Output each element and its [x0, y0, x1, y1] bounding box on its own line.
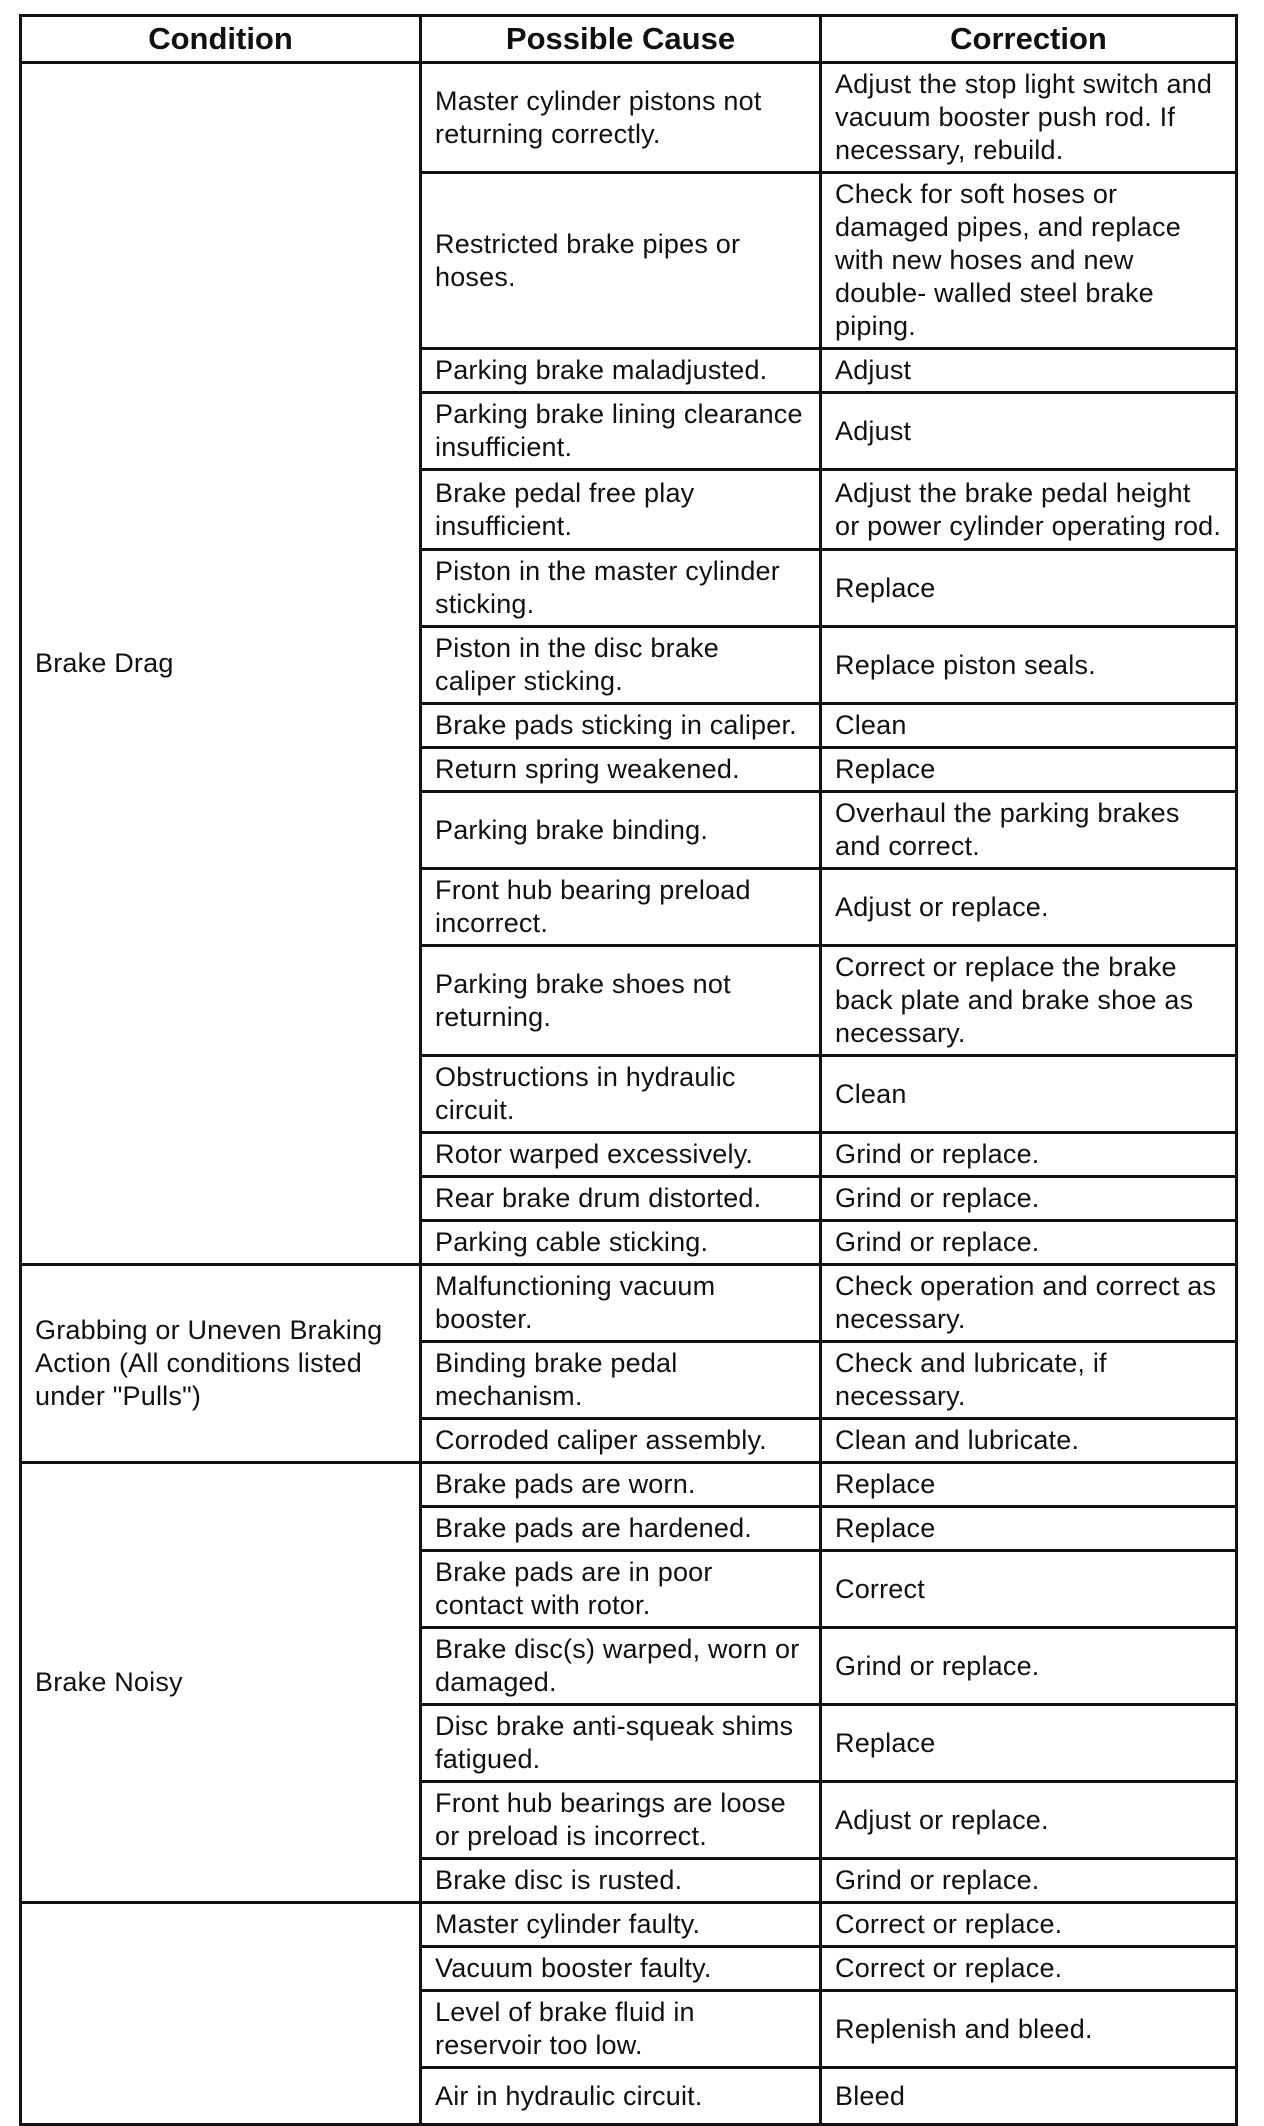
cause-cell: Piston in the disc brake caliper sticking.	[421, 627, 821, 704]
correction-cell: Clean	[821, 704, 1237, 748]
cause-cell: Restricted brake pipes or hoses.	[421, 173, 821, 349]
cause-cell: Front hub bearings are loose or preload is incorrect.	[421, 1782, 821, 1859]
cause-cell: Level of brake fluid in reservoir too low.	[421, 1991, 821, 2068]
cause-cell: Master cylinder pistons not returning correctly.	[421, 63, 821, 173]
correction-cell: Correct	[821, 1551, 1237, 1628]
header-condition: Condition	[21, 16, 421, 63]
correction-cell: Bleed	[821, 2068, 1237, 2125]
correction-cell: Replace	[821, 1705, 1237, 1782]
condition-cell	[21, 1903, 421, 2125]
cause-cell: Rotor warped excessively.	[421, 1133, 821, 1177]
condition-cell: Brake Noisy	[21, 1463, 421, 1903]
correction-cell: Grind or replace.	[821, 1221, 1237, 1265]
correction-cell: Check and lubricate, if necessary.	[821, 1342, 1237, 1419]
cause-cell: Parking brake shoes not returning.	[421, 946, 821, 1056]
correction-cell: Replace	[821, 748, 1237, 792]
table-row	[21, 63, 1237, 173]
correction-cell: Replace	[821, 550, 1237, 627]
cause-cell: Brake pads are worn.	[421, 1463, 821, 1507]
cause-cell: Disc brake anti-squeak shims fatigued.	[421, 1705, 821, 1782]
correction-cell: Grind or replace.	[821, 1628, 1237, 1705]
correction-cell: Check for soft hoses or damaged pipes, and replace with new hoses and new double- walled steel brake piping.	[821, 173, 1237, 349]
correction-cell: Grind or replace.	[821, 1177, 1237, 1221]
table-row	[21, 1903, 1237, 1947]
table-row	[21, 1463, 1237, 1507]
cause-cell: Parking cable sticking.	[421, 1221, 821, 1265]
cause-cell: Parking brake binding.	[421, 792, 821, 869]
correction-cell: Overhaul the parking brakes and correct.	[821, 792, 1237, 869]
cause-cell: Parking brake lining clearance insufficient.	[421, 393, 821, 470]
troubleshooting-table	[19, 14, 1238, 2126]
condition-cell: Grabbing or Uneven Braking Action (All conditions listed under "Pulls")	[21, 1265, 421, 1463]
correction-cell: Adjust the stop light switch and vacuum booster push rod. If necessary, rebuild.	[821, 63, 1237, 173]
cause-cell: Front hub bearing preload incorrect.	[421, 869, 821, 946]
cause-cell: Air in hydraulic circuit.	[421, 2068, 821, 2125]
correction-cell: Replace	[821, 1507, 1237, 1551]
cause-cell: Brake pads are hardened.	[421, 1507, 821, 1551]
header-correction: Correction	[821, 16, 1237, 63]
correction-cell: Adjust	[821, 393, 1237, 470]
correction-cell: Adjust the brake pedal height or power cylinder operating rod.	[821, 470, 1237, 550]
table-row	[21, 1265, 1237, 1342]
correction-cell: Clean and lubricate.	[821, 1419, 1237, 1463]
correction-cell: Grind or replace.	[821, 1133, 1237, 1177]
cause-cell: Corroded caliper assembly.	[421, 1419, 821, 1463]
cause-cell: Binding brake pedal mechanism.	[421, 1342, 821, 1419]
cause-cell: Brake pedal free play insufficient.	[421, 470, 821, 550]
correction-cell: Correct or replace the brake back plate and brake shoe as necessary.	[821, 946, 1237, 1056]
correction-cell: Replace	[821, 1463, 1237, 1507]
header-row	[21, 16, 1237, 63]
cause-cell: Master cylinder faulty.	[421, 1903, 821, 1947]
correction-cell: Adjust or replace.	[821, 1782, 1237, 1859]
correction-cell: Replenish and bleed.	[821, 1991, 1237, 2068]
cause-cell: Malfunctioning vacuum booster.	[421, 1265, 821, 1342]
correction-cell: Replace piston seals.	[821, 627, 1237, 704]
cause-cell: Rear brake drum distorted.	[421, 1177, 821, 1221]
cause-cell: Brake disc is rusted.	[421, 1859, 821, 1903]
cause-cell: Vacuum booster faulty.	[421, 1947, 821, 1991]
correction-cell: Correct or replace.	[821, 1947, 1237, 1991]
cause-cell: Brake pads sticking in caliper.	[421, 704, 821, 748]
header-possible-cause: Possible Cause	[421, 16, 821, 63]
condition-cell: Brake Drag	[21, 63, 421, 1265]
page	[19, 14, 1235, 2111]
correction-cell: Adjust	[821, 349, 1237, 393]
cause-cell: Obstructions in hydraulic circuit.	[421, 1056, 821, 1133]
correction-cell: Grind or replace.	[821, 1859, 1237, 1903]
cause-cell: Parking brake maladjusted.	[421, 349, 821, 393]
correction-cell: Clean	[821, 1056, 1237, 1133]
correction-cell: Correct or replace.	[821, 1903, 1237, 1947]
cause-cell: Return spring weakened.	[421, 748, 821, 792]
cause-cell: Brake pads are in poor contact with rotor.	[421, 1551, 821, 1628]
cause-cell: Piston in the master cylinder sticking.	[421, 550, 821, 627]
correction-cell: Check operation and correct as necessary.	[821, 1265, 1237, 1342]
correction-cell: Adjust or replace.	[821, 869, 1237, 946]
cause-cell: Brake disc(s) warped, worn or damaged.	[421, 1628, 821, 1705]
